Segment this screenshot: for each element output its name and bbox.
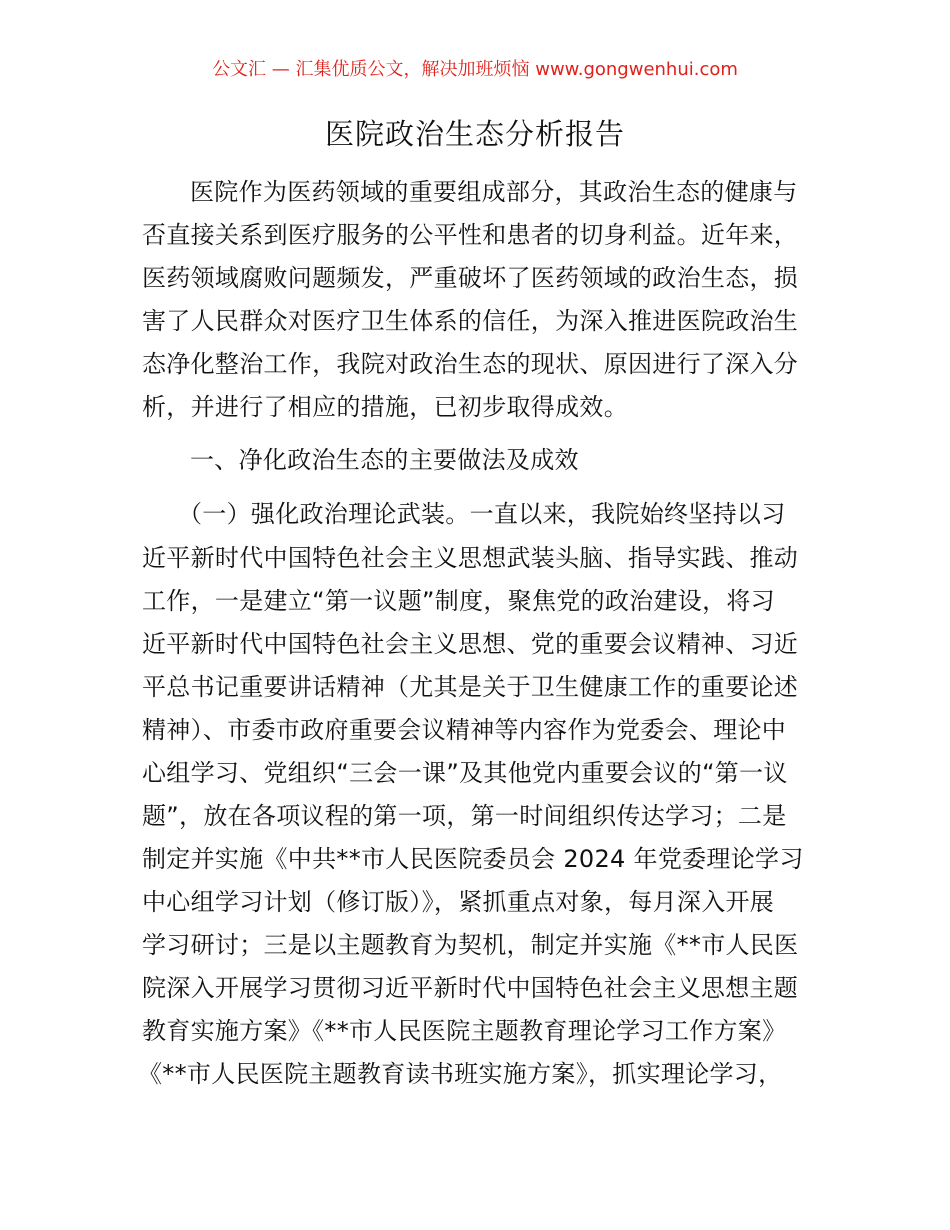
paragraph-line: 制定并实施《中共**市人民医院委员会 2024 年党委理论学习 — [142, 845, 804, 873]
paragraph-line: 院深入开展学习贯彻习近平新时代中国特色社会主义思想主题 — [142, 974, 799, 1002]
paragraph-line: 学习研讨；三是以主题教育为契机，制定并实施《**市人民医 — [142, 931, 799, 959]
paragraph-line: 近平新时代中国特色社会主义思想、党的重要会议精神、习近 — [142, 630, 799, 658]
paragraph-line: 医院作为医药领域的重要组成部分，其政治生态的健康与 — [190, 178, 798, 206]
watermark-header: 公文汇 — 汇集优质公文，解决加班烦恼 www.gongwenhui.com — [212, 59, 738, 80]
paragraph-line: 工作，一是建立“第一议题”制度，聚焦党的政治建设，将习 — [142, 587, 775, 615]
paragraph-line: 否直接关系到医疗服务的公平性和患者的切身利益。近年来， — [142, 221, 799, 249]
paragraph-line: 析，并进行了相应的措施，已初步取得成效。 — [142, 393, 628, 421]
paragraph-line: 态净化整治工作，我院对政治生态的现状、原因进行了深入分 — [142, 350, 799, 378]
paragraph-line: 《**市人民医院主题教育读书班实施方案》，抓实理论学习， — [138, 1060, 783, 1088]
paragraph-line: 心组学习、党组织“三会一课”及其他党内重要会议的“第一议 — [142, 759, 788, 787]
paragraph-line: 精神）、市委市政府重要会议精神等内容作为党委会、理论中 — [142, 716, 787, 744]
paragraph-line: 害了人民群众对医疗卫生体系的信任，为深入推进医院政治生 — [142, 307, 799, 335]
paragraph-line: 题”，放在各项议程的第一项，第一时间组织传达学习；二是 — [142, 802, 787, 830]
paragraph-line: 近平新时代中国特色社会主义思想武装头脑、指导实践、推动 — [142, 544, 799, 572]
paragraph-line: （一）强化政治理论武装。一直以来，我院始终坚持以习 — [178, 500, 786, 528]
section-heading: 一、净化政治生态的主要做法及成效 — [190, 446, 579, 474]
paragraph-line: 平总书记重要讲话精神（尤其是关于卫生健康工作的重要论述 — [142, 673, 799, 701]
paragraph-line: 中心组学习计划（修订版）》，紧抓重点对象，每月深入开展 — [142, 888, 775, 916]
paragraph-line: 医药领域腐败问题频发，严重破坏了医药领域的政治生态，损 — [142, 264, 799, 292]
paragraph-line: 教育实施方案》《**市人民医院主题教育理论学习工作方案》 — [142, 1017, 787, 1045]
document-title: 医院政治生态分析报告 — [324, 117, 625, 151]
